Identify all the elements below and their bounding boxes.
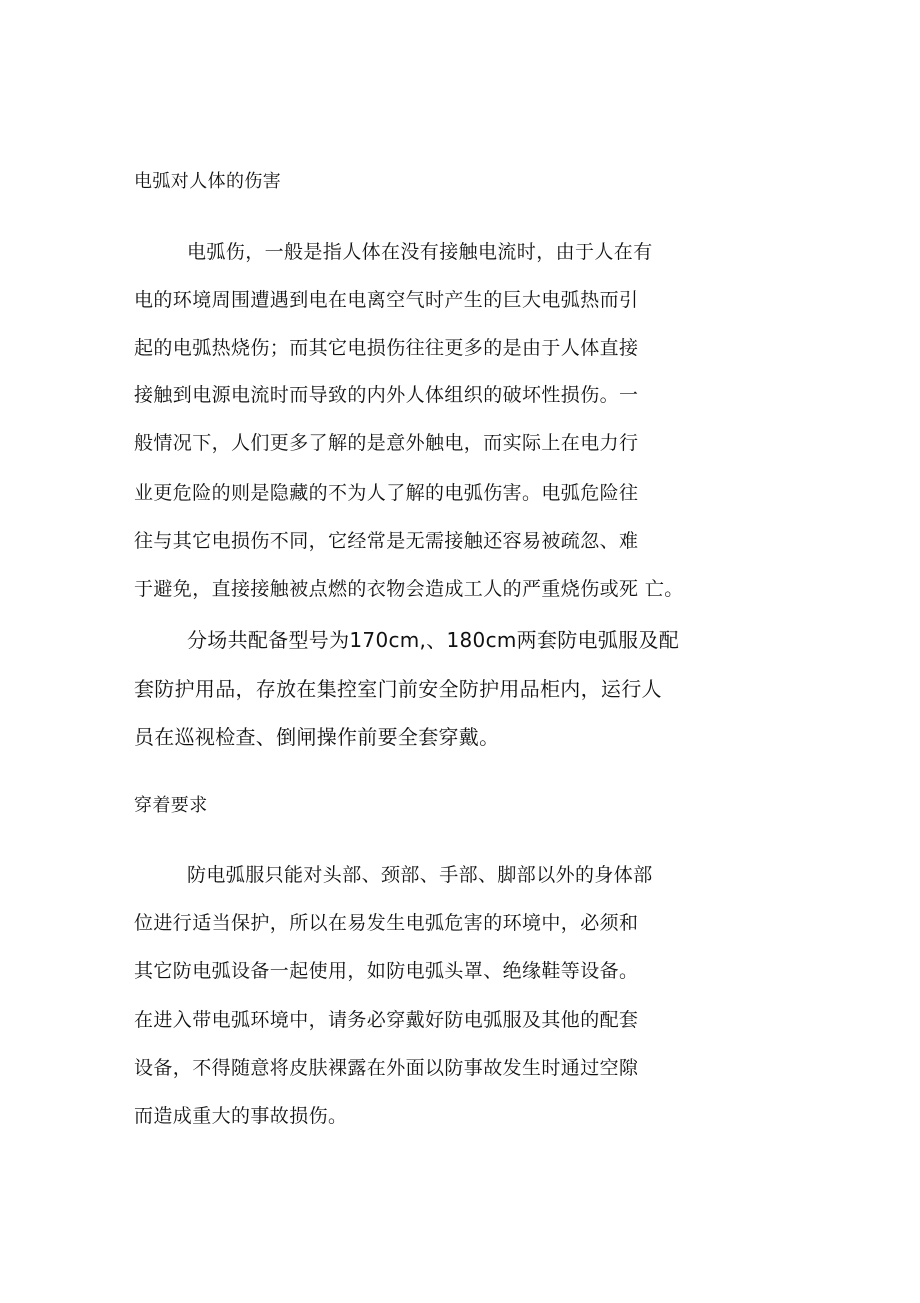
paragraph-line: 在进入带电弧环境中，请务必穿戴好防电弧服及其他的配套 [134, 1009, 639, 1031]
paragraph-line: 而造成重大的事故损伤。 [134, 1105, 348, 1127]
paragraph-line: 电的环境周围遭遇到电在电离空气时产生的巨大电弧热而引 [134, 289, 639, 311]
paragraph-line: 套防护用品，存放在集控室门前安全防护用品柜内，运行人 [134, 677, 662, 701]
paragraph-line: 位进行适当保护，所以在易发生电弧危害的环境中，必须和 [134, 912, 639, 934]
heading-wearing-requirements: 穿着要求 [134, 795, 208, 816]
paragraph-line: 起的电弧热烧伤；而其它电损伤往往更多的是由于人体直接 [134, 337, 639, 359]
paragraph-line: 设备，不得随意将皮肤裸露在外面以防事故发生时通过空隙 [134, 1057, 639, 1079]
heading-arc-injury: 电弧对人体的伤害 [134, 171, 282, 192]
paragraph-line: 于避免，直接接触被点燃的衣物会造成工人的严重烧伤或死 亡。 [134, 578, 684, 600]
paragraph-line: 员在巡视检查、倒闸操作前要全套穿戴。 [134, 725, 500, 749]
paragraph-line: 其它防电弧设备一起使用，如防电弧头罩、绝缘鞋等设备。 [134, 960, 639, 982]
paragraph-line: 电弧伤，一般是指人体在没有接触电流时，由于人在有 [187, 241, 653, 263]
paragraph-line: 般情况下，人们更多了解的是意外触电，而实际上在电力行 [134, 432, 639, 454]
paragraph-line: 业更危险的则是隐藏的不为人了解的电弧伤害。电弧危险往 [134, 482, 639, 504]
paragraph-line: 防电弧服只能对头部、颈部、手部、脚部以外的身体部 [187, 864, 653, 886]
paragraph-line: 分场共配备型号为170cm,、180cm两套防电弧服及配 [187, 628, 680, 652]
paragraph-line: 接触到电源电流时而导致的内外人体组织的破坏性损伤。一 [134, 384, 639, 406]
paragraph-line: 往与其它电损伤不同，它经常是无需接触还容易被疏忽、难 [134, 530, 639, 552]
